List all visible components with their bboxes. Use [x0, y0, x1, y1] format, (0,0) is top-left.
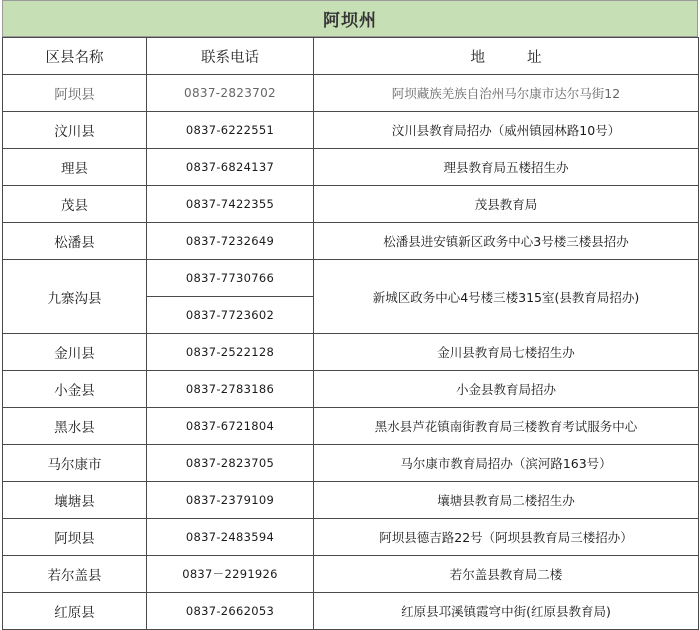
- phone-cell: 0837-2379109: [147, 482, 314, 519]
- table-row: [3, 223, 699, 260]
- table-row: [3, 519, 699, 556]
- contact-sheet: [2, 0, 698, 630]
- table-row: [3, 112, 699, 149]
- phone-cell: 0837-2823705: [147, 445, 314, 482]
- address-cell: 若尔盖县教育局二楼: [314, 556, 699, 593]
- address-cell: 小金县教育局招办: [314, 371, 699, 408]
- phone-cell: 0837-2522128: [147, 334, 314, 371]
- address-cell: 红原县邛溪镇霞穹中街(红原县教育局): [314, 593, 699, 630]
- county-cell: 若尔盖县: [3, 556, 147, 593]
- table-row: [3, 371, 699, 408]
- table-row: [3, 445, 699, 482]
- table-row: [3, 556, 699, 593]
- address-cell: 阿坝县德吉路22号（阿坝县教育局三楼招办）: [314, 519, 699, 556]
- phone-cell: 0837－2291926: [147, 556, 314, 593]
- table-row: [3, 593, 699, 630]
- table-row: [3, 260, 699, 297]
- phone-cell-secondary: 0837-7723602: [147, 297, 314, 334]
- county-cell: 马尔康市: [3, 445, 147, 482]
- county-cell: 阿坝县: [3, 519, 147, 556]
- table-row: [3, 75, 699, 112]
- county-cell: 阿坝县: [3, 75, 147, 112]
- phone-cell: 0837-7730766: [147, 260, 314, 297]
- table-header-row: [3, 38, 699, 75]
- county-cell: 小金县: [3, 371, 147, 408]
- phone-cell: 0837-2483594: [147, 519, 314, 556]
- county-cell: 金川县: [3, 334, 147, 371]
- phone-cell: 0837-2662053: [147, 593, 314, 630]
- county-cell: 壤塘县: [3, 482, 147, 519]
- phone-cell: 0837-6824137: [147, 149, 314, 186]
- sheet-title: 阿坝州: [2, 0, 698, 37]
- phone-cell: 0837-6222551: [147, 112, 314, 149]
- phone-cell: 0837-6721804: [147, 408, 314, 445]
- table-row: [3, 334, 699, 371]
- address-cell: 理县教育局五楼招生办: [314, 149, 699, 186]
- county-cell: 松潘县: [3, 223, 147, 260]
- phone-cell: 0837-7422355: [147, 186, 314, 223]
- address-cell: 马尔康市教育局招办（滨河路163号）: [314, 445, 699, 482]
- header-address: [314, 38, 699, 75]
- county-cell: 九寨沟县: [3, 260, 147, 334]
- address-cell: 金川县教育局七楼招生办: [314, 334, 699, 371]
- header-address-char-1: 地: [470, 49, 485, 66]
- address-cell: 阿坝藏族羌族自治州马尔康市达尔马街12: [314, 75, 699, 112]
- table-row: [3, 186, 699, 223]
- phone-cell: 0837-7232649: [147, 223, 314, 260]
- address-cell: 壤塘县教育局二楼招生办: [314, 482, 699, 519]
- address-cell: 黑水县芦花镇南街教育局三楼教育考试服务中心: [314, 408, 699, 445]
- phone-cell: 0837-2823702: [147, 75, 314, 112]
- address-cell: 新城区政务中心4号楼三楼315室(县教育局招办): [314, 260, 699, 334]
- county-cell: 汶川县: [3, 112, 147, 149]
- contact-table: [2, 37, 699, 630]
- county-cell: 黑水县: [3, 408, 147, 445]
- address-cell: 茂县教育局: [314, 186, 699, 223]
- county-cell: 理县: [3, 149, 147, 186]
- address-cell: 汶川县教育局招办（威州镇园林路10号）: [314, 112, 699, 149]
- header-address-char-2: 址: [527, 49, 542, 66]
- header-county: 区县名称: [3, 38, 147, 75]
- header-phone: 联系电话: [147, 38, 314, 75]
- table-row: [3, 482, 699, 519]
- table-row: [3, 408, 699, 445]
- county-cell: 茂县: [3, 186, 147, 223]
- county-cell: 红原县: [3, 593, 147, 630]
- table-row: [3, 149, 699, 186]
- phone-cell: 0837-2783186: [147, 371, 314, 408]
- address-cell: 松潘县进安镇新区政务中心3号楼三楼县招办: [314, 223, 699, 260]
